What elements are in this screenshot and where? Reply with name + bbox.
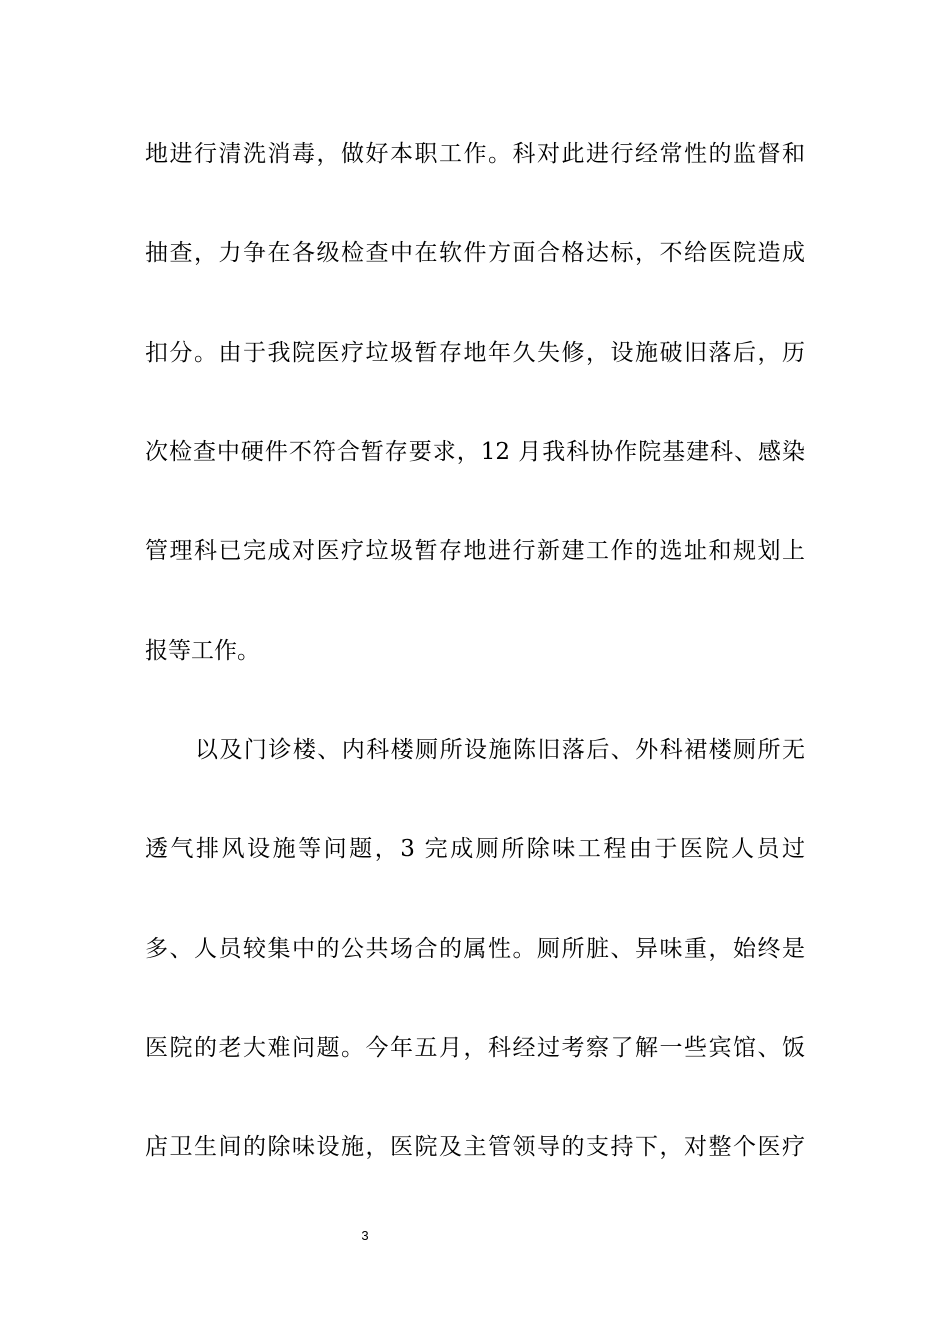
paragraph-2-line-1: 以及门诊楼、内科楼厕所设施陈旧落后、外科裙楼厕所无 [195, 737, 805, 763]
paragraph-1-line-2: 抽查，力争在各级检查中在软件方面合格达标，不给医院造成 [145, 240, 805, 266]
paragraph-1-line-5: 管理科已完成对医疗垃圾暂存地进行新建工作的选址和规划上 [145, 538, 805, 564]
paragraph-2-line-2: 透气排风设施等问题，3 完成厕所除味工程由于医院人员过 [145, 836, 805, 862]
paragraph-2-line-4: 医院的老大难问题。今年五月，科经过考察了解一些宾馆、饭 [145, 1035, 805, 1061]
paragraph-1-line-4: 次检查中硬件不符合暂存要求，12 月我科协作院基建科、感染 [145, 439, 805, 465]
page-number: 3 [361, 1228, 369, 1243]
paragraph-1-line-3: 扣分。由于我院医疗垃圾暂存地年久失修，设施破旧落后，历 [145, 340, 805, 366]
paragraph-1-line-1: 地进行清洗消毒，做好本职工作。科对此进行经常性的监督和 [145, 141, 805, 167]
paragraph-2-line-3: 多、人员较集中的公共场合的属性。厕所脏、异味重，始终是 [145, 936, 805, 962]
paragraph-2-line-5: 店卫生间的除味设施，医院及主管领导的支持下，对整个医疗 [145, 1134, 805, 1160]
paragraph-1-line-6: 报等工作。 [145, 638, 260, 664]
